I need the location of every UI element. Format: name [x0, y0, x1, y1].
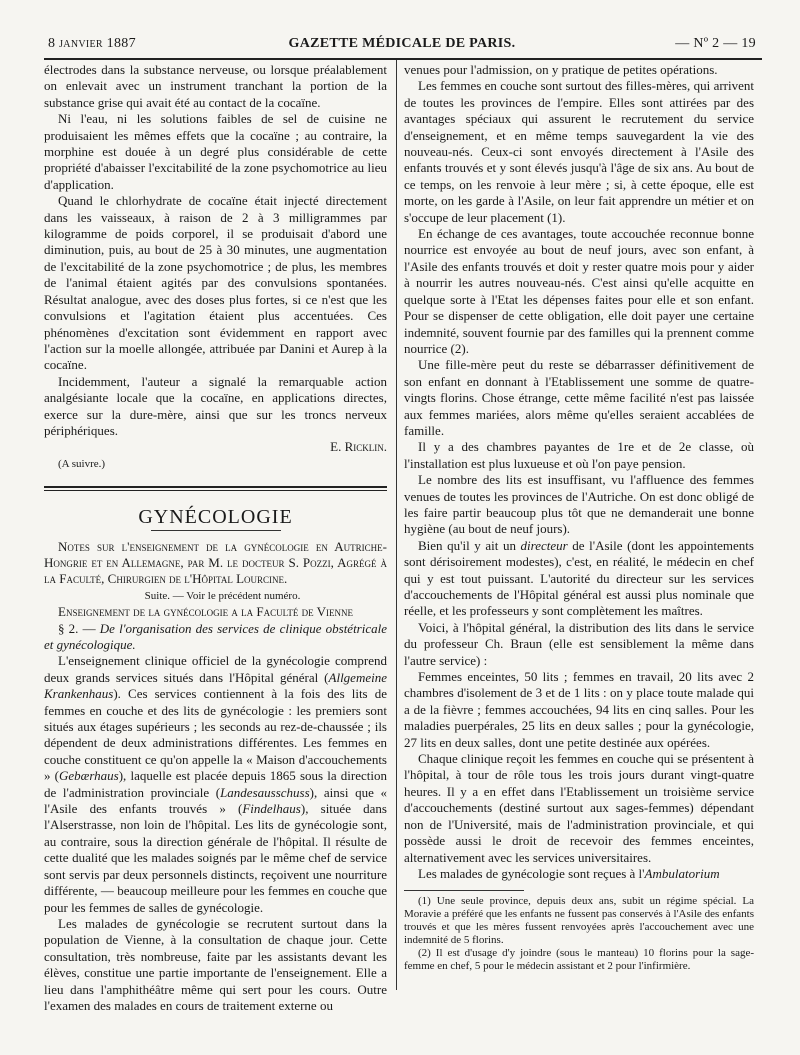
italic-text: Allgemeine Krankenhaus: [44, 669, 387, 702]
section-rule: [44, 486, 387, 488]
text-run: ), située dans l'Alserstrasse, non loin de l'hôpital. Les lits de gynécologie sont, au contraire, sous la direction générale de l'hôpital. Il résulte de cette dualité que les malades soignés par le même chef de service sont servis par deux personnels distincts, reçoivent une nourriture différente, — beaucoup meilleure pour les femmes en couche que pour les femmes de salles de gynécologie.: [44, 801, 387, 915]
text-run: de l'Asile (dont les appointements sont dérisoirement modestes), c'est, en réalité, le médecin en chef qui y est tout puissant. L'autorité du directeur sur les services d'accouchements de l'Hôpital général est aussi plus nominale que réelle, et les professeurs y sont complètement les maîtres.: [404, 537, 754, 619]
author-signature: E. Ricklin.: [330, 439, 387, 455]
italic-text: Findelhaus: [242, 801, 301, 817]
paragraph: Incidemment, l'auteur a signalé la remarquable action analgésiante locale que la cocaïne, en applications directes, exerce sur la dure-mère, ainsi que sur les troncs nerveux périphériques.: [44, 373, 387, 438]
to-be-continued-note: (A suivre.): [58, 457, 106, 470]
section-heading-rule: [151, 530, 281, 531]
paragraph: Quand le chlorhydrate de cocaïne était injecté directement dans les vaisseaux, à raison de 2 à 3 milligrammes par kilogramme de poids corporel, il se produisait d'abord une diminution, puis, au bout de 25 à 30 minutes, une augmentation de l'excitabilité de la zone psychomotrice ; de plus, les membres de l'animal étaient agités par des convulsions spontanées. Résultat analogue, avec des doses plus fortes, si ce n'est que les convulsions et l'agitation étaient plus accentuées. Ces phénomènes d'excitation sont évidemment en rapport avec l'action sur la moelle allongée, attribuée par Danini et Aurep à la cocaïne.: [44, 193, 387, 373]
italic-text: directeur: [520, 537, 568, 553]
paragraph-number: § 2. —: [58, 620, 96, 636]
header-rule: [44, 58, 762, 60]
paragraph: Chaque clinique reçoit les femmes en couche qui se présentent à l'hôpital, à tour de rôle tous les trois jours durant vingt-quatre heures. Il y a en effet dans l'Etablissement un troisième service d'accouchements (destiné surtout aux sages-femmes) dépendant non de l'Université, mais de l'administration provinciale, et qui possède aussi le droit de recevoir des femmes enceintes, alternativement avec les services universitaires.: [404, 751, 754, 865]
paragraph: Ni l'eau, ni les solutions faibles de sel de cuisine ne produisaient les mêmes effets que la cocaïne ; au contraire, la morphine est douée à un degré plus considérable de cette propriété d'abaisser l'excitabilité de la zone psychomotrice au lieu d'application.: [44, 111, 387, 192]
paragraph: Les femmes en couche sont surtout des filles-mères, qui arrivent de toutes les provinces de l'empire. Elles sont attirées par des avantages spéciaux qui assurent le recrutement du service d'enseignement, et en même temps sauvegardent la vie des nouveau-nés. Ceux-ci sont envoyés directement à l'Asile des enfants trouvés et y sont élevés jusqu'à l'âge de six ans. Au bout de ce temps, on les renvoie à leur mère ; si, à cette époque, elle est morte, on les garde à l'Asile, on leur fait apprendre un métier et on s'occupe de leur placement (1).: [404, 78, 754, 225]
article-title: Notes sur l'enseignement de la gynécologie en Autriche-Hongrie et en Allemagne, par M. le docteur S. Pozzi, Agrégé à la Faculté, Chirurgien de l'Hôpital Lourcine.: [44, 538, 387, 587]
text-run: L'enseignement clinique officiel de la gynécologie comprend deux grands services situés dans l'Hôpital général (: [44, 653, 387, 685]
issue-date: 8 janvier 1887: [48, 36, 136, 51]
paragraph-heading: [44, 621, 387, 654]
text-run: ), laquelle est placée depuis 1865 sous la direction de l'administration provinciale (: [44, 768, 387, 800]
subheading: Enseignement de la gynécologie a la Faculté de Vienne: [58, 604, 353, 620]
italic-text: Landesausschuss: [220, 784, 310, 800]
text-run: Les malades de gynécologie sont reçues à l': [418, 865, 645, 881]
column-separator: [396, 60, 397, 990]
italic-text: Ambulatorium: [644, 865, 720, 881]
italic-text: Gebærhaus: [59, 768, 119, 784]
left-column: [44, 62, 387, 1014]
page-header: [48, 36, 756, 56]
text-run: ), ainsi que « l'Asile des enfants trouvés » (: [44, 784, 387, 817]
paragraph: [44, 653, 387, 916]
paragraph: [404, 866, 754, 882]
issue-page-number: — Nº 2 — 19: [675, 36, 756, 51]
paragraph-heading-text: De l'organisation des services de clinique obstétricale et gynécologique.: [44, 620, 388, 652]
paragraph: Voici, à l'hôpital général, la distribution des lits dans le service du professeur Ch. Braun (elle est sensiblement la même dans l'autre service) :: [404, 619, 754, 668]
paragraph: En échange de ces avantages, toute accouchée reconnue bonne nourrice est envoyée au bout de neuf jours, avec son enfant, à l'Asile des enfants trouvés et doit y rester quatre mois pour y aider à nourrir les autres nouveau-nés. C'est ainsi qu'elle acquitte en quelque sorte à l'Etat les dépenses faites pour elle et son enfant. Pour se dispenser de cette obligation, elle doit payer une certaine indemnité, souvent fournie par des familles qui la prennent comme nourrice (2).: [404, 226, 754, 356]
paragraph: Femmes enceintes, 50 lits ; femmes en travail, 20 lits avec 2 chambres d'isolement de 3 et de 1 lits : on y place toute malade qui a de la fièvre ; femmes accouchées, 94 lits en cinq salles. Pour les maladies puerpérales, 25 lits en deux salles ; pour la gynécologie, 27 lits en deux salles, dont une petite destinée aux opérées.: [404, 669, 754, 750]
paragraph: Les malades de gynécologie se recrutent surtout dans la population de Vienne, à la consultation de chaque jour. Cette consultation, très nombreuse, faite par les assistants devant les élèves, constitue une partie importante de l'enseignement. Elle a lieu dans l'amphithéâtre même qui sert pour les cours. Outre l'examen des malades en cours de traitement externe ou: [44, 915, 387, 1013]
text-run: ). Ces services contiennent à la fois des lits de femmes en couche et des lits de gynécologie : les premiers sont situés aux étages supérieurs ; les seconds au rez-de-chaussée ; ils dépendent de deux administrations différentes. Les femmes en couche constituent ce qu'on appelle la « Maison d'accouchements » (: [44, 686, 387, 784]
text-run: Bien qu'il y ait un: [418, 537, 521, 553]
continuation-note: Suite. — Voir le précédent numéro.: [144, 589, 301, 602]
right-column: [404, 62, 754, 973]
journal-title: GAZETTE MÉDICALE DE PARIS.: [288, 36, 516, 51]
footnote: (1) Une seule province, depuis deux ans, subit un régime spécial. La Moravie a préféré que les enfants ne fussent pas conservés à l'Asile des enfants trouvés et que les mères fussent renvoyées après l'accouchement avec une indemnité de 5 florins.: [404, 895, 754, 947]
footnote-rule: [404, 890, 524, 891]
paragraph: [404, 538, 754, 620]
paragraph: électrodes dans la substance nerveuse, ou lorsque préalablement on enlevait avec un instrument tranchant la portion de la substance grise qui avait été au contact de la cocaïne.: [44, 62, 387, 110]
footnote: (2) Il est d'usage d'y joindre (sous le manteau) 10 florins pour la sage-femme en chef, 5 pour le médecin assistant et 2 pour l'infirmière.: [404, 947, 754, 973]
paragraph: Le nombre des lits est insuffisant, vu l'affluence des femmes venues de toutes les provinces de l'Autriche. On est donc obligé de les faire partir beaucoup plus tôt que ne demanderait une bonne hygiène (au bout de neuf jours).: [404, 472, 754, 537]
paragraph: Une fille-mère peut du reste se débarrasser définitivement de son enfant en donnant à l'Etablissement une somme de quatre-vingts florins. Chose étrange, cette même facilité n'est pas laissée aux femmes mariées, alors même qu'elles seraient accablées de famille.: [404, 357, 754, 438]
section-heading: GYNÉCOLOGIE: [138, 506, 293, 529]
section-rule: [44, 490, 387, 491]
paragraph: Il y a des chambres payantes de 1re et de 2e classe, où l'installation est plus luxueuse et où l'on paye pension.: [404, 439, 754, 471]
paragraph: venues pour l'admission, on y pratique de petites opérations.: [404, 62, 718, 77]
